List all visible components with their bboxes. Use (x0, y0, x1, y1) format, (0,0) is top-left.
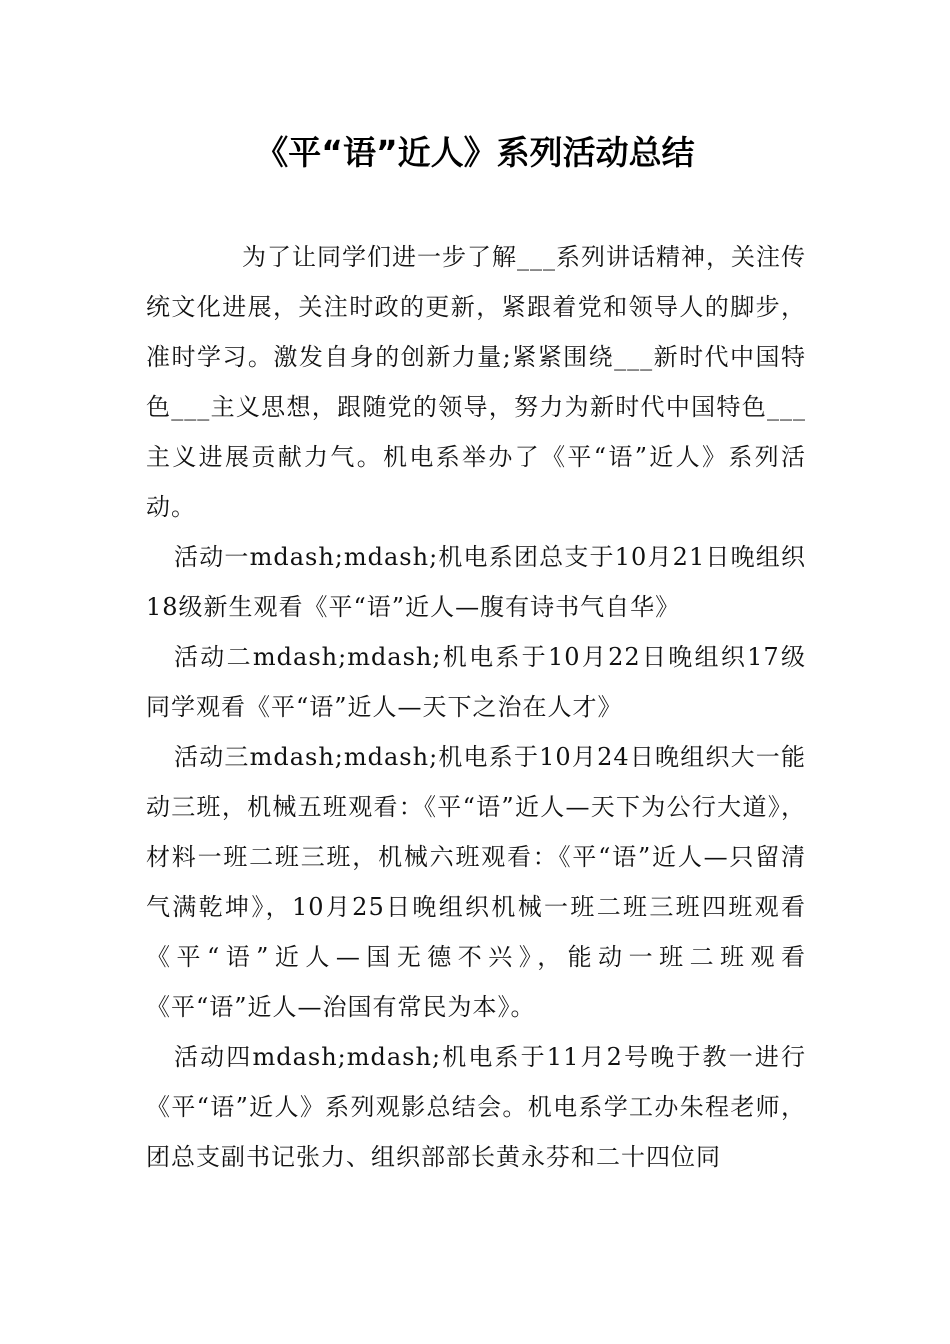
paragraph-intro: 为了让同学们进一步了解___系列讲话精神，关注传统文化进展，关注时政的更新，紧跟着党和领导人的脚步，准时学习。激发自身的创新力量;紧紧围绕___新时代中国特色___主义思想，跟随党的领导，努力为新时代中国特色___主义进展贡献力气。机电系举办了《平“语”近人》系列活动。 (146, 243, 806, 521)
paragraph-activity-1: 活动一mdash;mdash;机电系团总支于10月21日晚组织18级新生观看《平“语”近人—腹有诗书气自华》 (146, 543, 806, 621)
paragraph-activity-3: 活动三mdash;mdash;机电系于10月24日晚组织大一能动三班，机械五班观看：《平“语”近人—天下为公行大道》，材料一班二班三班，机械六班观看：《平“语”近人—只留清气满乾坤》，10月25日晚组织机械一班二班三班四班观看《平“语”近人—国无德不兴》，能动一班二班观看《平“语”近人—治国有常民为本》。 (146, 743, 806, 1021)
paragraph-activity-2: 活动二mdash;mdash;机电系于10月22日晚组织17级同学观看《平“语”近人—天下之治在人才》 (146, 643, 806, 721)
paragraph-activity-4: 活动四mdash;mdash;机电系于11月2号晚于教一进行《平“语”近人》系列观影总结会。机电系学工办朱程老师，团总支副书记张力、组织部部长黄永芬和二十四位同 (146, 1043, 806, 1171)
document-body (146, 232, 806, 1182)
document-title: 《平“语”近人》系列活动总结 (255, 133, 695, 172)
